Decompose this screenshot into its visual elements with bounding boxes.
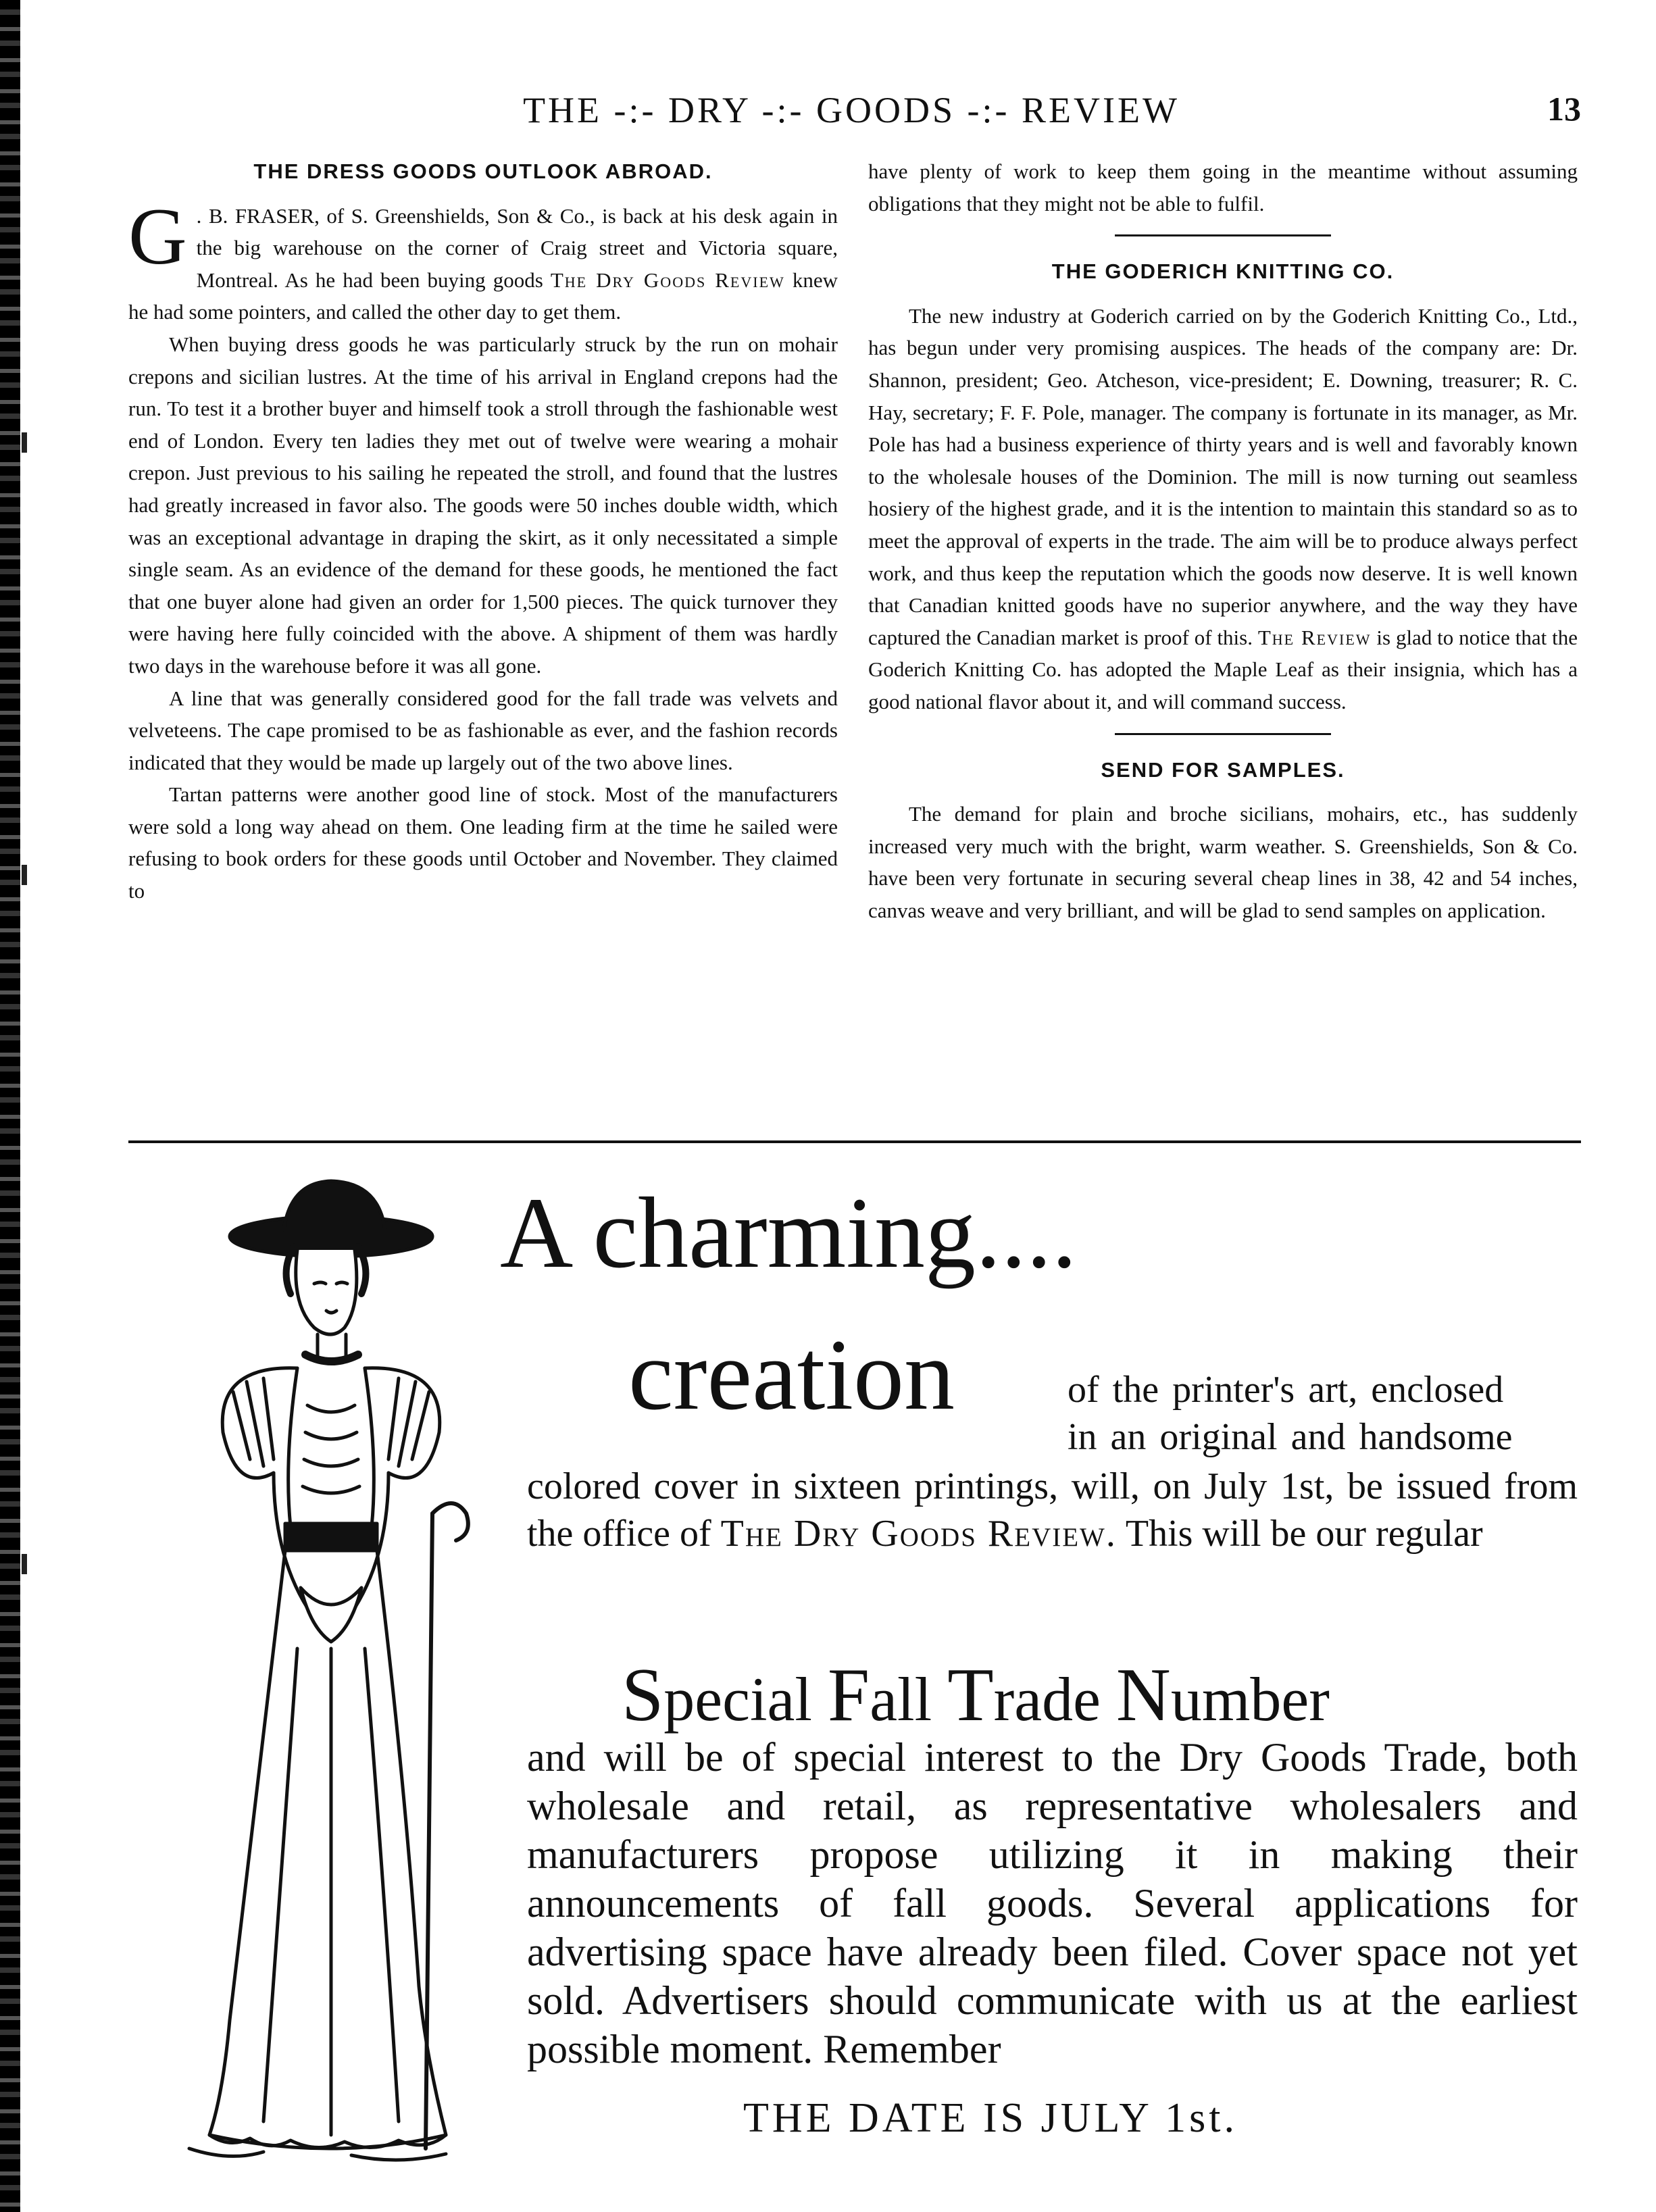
binding-speck (22, 1554, 27, 1574)
ad-heading: Special Fall Trade Number (622, 1653, 1330, 1737)
binding-speck (22, 432, 27, 453)
woman-illustration (128, 1176, 493, 2176)
publication-name: The Review (1257, 625, 1372, 649)
ad-title-line-2: creation (628, 1319, 955, 1431)
article-heading-samples: SEND FOR SAMPLES. (1101, 757, 1345, 782)
ad-paragraph: colored cover in sixteen printings, will, on July 1st, be issued from the office of The Dry Goods Review. This will be our regular (527, 1465, 1578, 1555)
drop-cap: G (128, 191, 187, 281)
publication-name: The Dry Goods Review (550, 268, 785, 292)
ad-body: and will be of special interest to the Dry Goods Trade, both wholesale and retail, as representative wholesalers and manufacturers propose utilizing it in making their announcements of fall goods. Several applications for advertising space have already been filed. Cover space not yet sold. Advertisers should communicate with us at the earliest possible moment. Remember (527, 1735, 1578, 2071)
ad-title-line-1: A charming.... (500, 1177, 1078, 1289)
ad-subtitle-line-1: of the printer's art, enclosed (1068, 1369, 1504, 1411)
publication-name: The Dry Goods Review. (720, 1513, 1117, 1555)
section-divider (1115, 234, 1331, 236)
article-paragraph: A line that was generally considered good for the fall trade was velvets and velveteens. The cape promised to be as fashionable as ever, and the fashion records indicated that they would be made up largely out of the two above lines. (128, 686, 838, 774)
article-paragraph: The demand for plain and broche sicilians, mohairs, etc., has suddenly increased very much with the bright, warm weather. S. Greenshields, Son & Co. have been very fortunate in securing several cheap lines in 38, 42 and 54 inches, canvas weave and very brilliant, and will be glad to send samples on application. (868, 802, 1578, 922)
article-paragraph: The new industry at Goderich carried on by the Goderich Knitting Co., Ltd., has begun under very promising auspices. The heads of the company are: Dr. Shannon, president; Geo. Atcheson, vice-president; E. Downing, treasurer; R. C. Hay, secretary; F. F. Pole, manager. The company is fortunate in its manager, as Mr. Pole has had a business experience of thirty years and is well and favorably known to the wholesale houses of the Dominion. The mill is now turning out seamless hosiery of the highest grade, and it is the intention to maintain this standard so as to meet the approval of experts in the trade. The aim will be to produce always perfect work, and thus keep the reputation which the goods now deserve. It is well known that Canadian knitted goods have no superior anywhere, and the way they have captured the Canadian market is proof of this. The Review is glad to notice that the Goderich Knitting Co. has adopted the Maple Leaf as their insignia, which has a good national flavor about it, and will command success. (868, 303, 1578, 713)
running-head: THE -:- DRY -:- GOODS -:- REVIEW (523, 90, 1180, 130)
ad-footer: THE DATE IS JULY 1st. (743, 2095, 1238, 2141)
article-paragraph: When buying dress goods he was particularly struck by the run on mohair crepons and sicilian lustres. At the time of his arrival in England crepons had the run. To test it a brother buyer and himself took a stroll through the fashionable west end of London. Every ten ladies they met out of twelve were wearing a mohair crepon. Just previous to his sailing he repeated the stroll, and found that the lustres had greatly increased in favor also. The goods were 50 inches double width, which was an exceptional advantage in draping the skirt, as it only necessitated a simple single seam. As an evidence of the demand for these goods, he mentioned the fact that one buyer alone had given an order for 1,500 pieces. The quick turnover they were having here fully coincided with the above. A shipment of them was hardly two days in the warehouse before it was all gone. (128, 332, 838, 678)
article-paragraph: Tartan patterns were another good line of stock. Most of the manufacturers were sold a long way ahead on them. One leading firm at the time he sailed were refusing to book orders for these goods until October and November. They claimed to (128, 782, 838, 903)
article-heading-goderich: THE GODERICH KNITTING CO. (1051, 259, 1395, 284)
article-heading-dress-goods: THE DRESS GOODS OUTLOOK ABROAD. (253, 159, 713, 183)
section-divider (1115, 733, 1331, 735)
page-number: 13 (1547, 90, 1581, 128)
binding-speck (22, 865, 27, 885)
article-paragraph: G . B. FRASER, of S. Greenshields, Son & Co., is back at his desk again in the big warehouse on the corner of Craig street and Victoria square, Montreal. As he had been buying goods The Dry Goods Review knew he had some pointers, and called the other day to get them. (128, 191, 838, 324)
left-column (128, 155, 838, 907)
article-continuation: have plenty of work to keep them going in the meantime without assuming obligations that they might not be able to fulfil. (868, 159, 1578, 216)
page-divider (128, 1140, 1581, 1143)
ad-subtitle-line-2: in an original and handsome (1068, 1416, 1513, 1458)
binding-edge (0, 0, 20, 2212)
right-column (868, 155, 1578, 926)
